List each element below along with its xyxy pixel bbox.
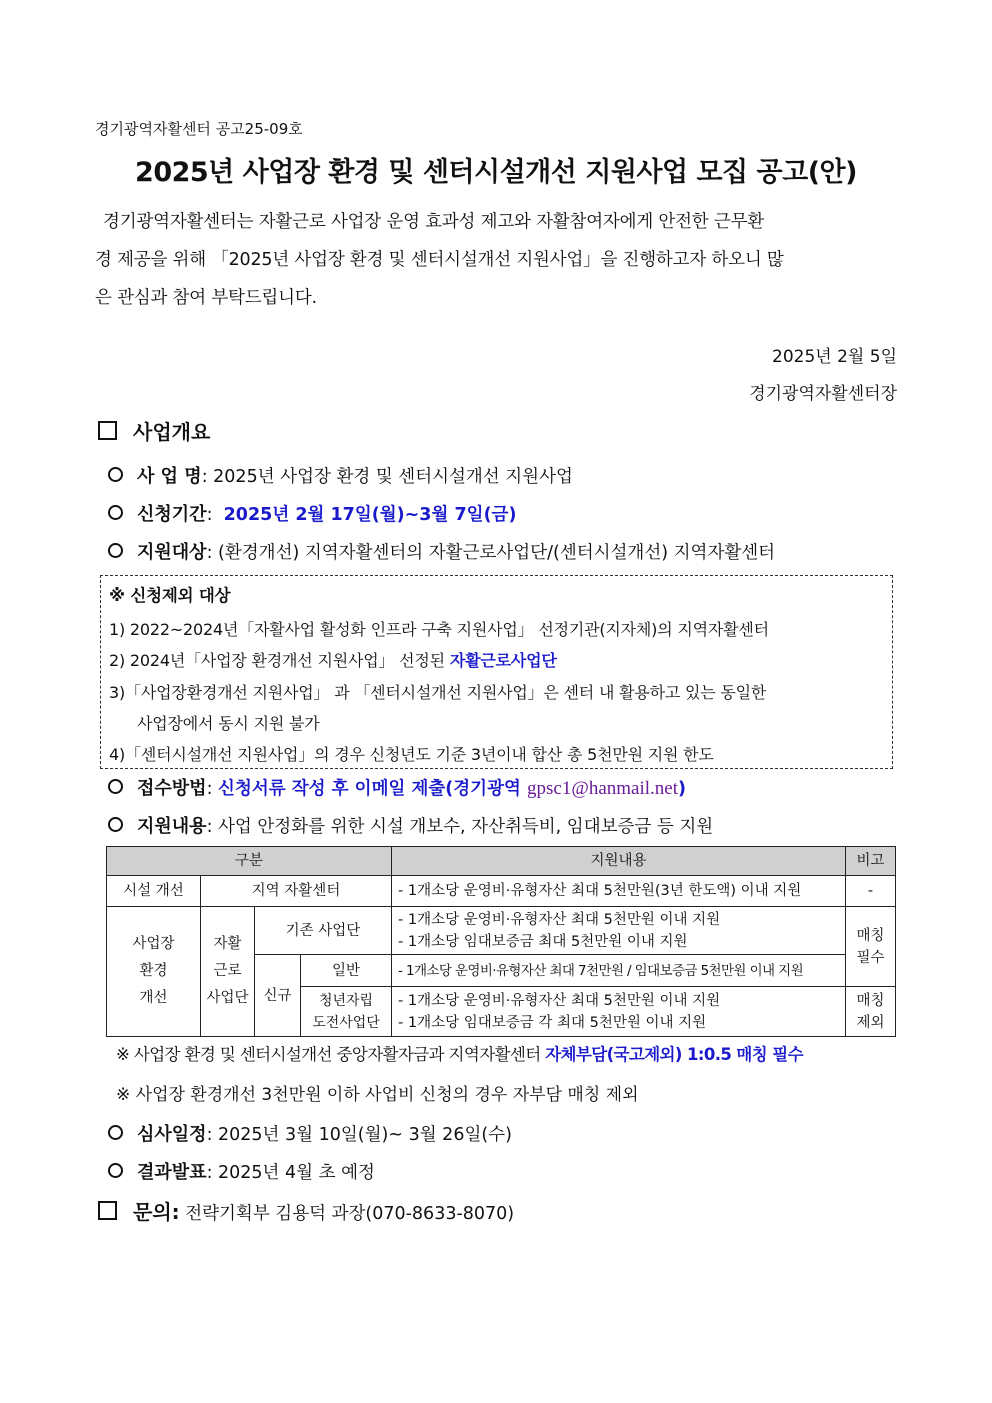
header-note: 비고 (846, 847, 896, 876)
item-value: : 사업 안정화를 위한 시설 개보수, 자산취득비, 임대보증금 등 지원 (206, 817, 714, 837)
item-colon: : (206, 505, 213, 525)
page-title: 2025년 사업장 환경 및 센터시설개선 지원사업 모집 공고(안) (135, 157, 857, 188)
submission-close: ) (678, 779, 686, 799)
item-label: 심사일정 (137, 1124, 207, 1145)
circle-bullet-icon (108, 543, 123, 558)
item-application-period (108, 500, 516, 526)
item-value: : 2025년 사업장 환경 및 센터시설개선 지원사업 (201, 467, 573, 487)
item-business-name (108, 462, 573, 488)
circle-bullet-icon (108, 779, 123, 794)
cell-content: - 1개소당 운영비·유형자산 최대 5천만원 이내 지원 - 1개소당 임대보증금 최대 5천만원 이내 지원 (392, 907, 846, 955)
header-category: 구분 (107, 847, 392, 876)
intro-paragraph (95, 203, 897, 317)
cell-note: 매칭 필수 (846, 907, 896, 987)
table-header-row (107, 847, 896, 876)
intro-line-3: 은 관심과 참여 부탁드립니다. (95, 288, 317, 308)
note-exemption: ※ 사업장 환경개선 3천만원 이하 사업비 신청의 경우 자부담 매칭 제외 (116, 1085, 639, 1105)
item-review (108, 1120, 512, 1146)
contact-value: 전략기획부 김용덕 과장(070-8633-8070) (179, 1204, 515, 1224)
item-label: 사 업 명 (137, 466, 202, 487)
item-result (108, 1158, 375, 1184)
exclusion-item-4: 4)「센터시설개선 지원사업」의 경우 신청년도 기준 3년이내 합산 총 5천만원 지원 한도 (109, 745, 714, 764)
table-row (107, 907, 896, 955)
item-target (108, 538, 775, 564)
submission-value: 신청서류 작성 후 이메일 제출(경기광역 (218, 779, 527, 799)
cell-content: - 1개소당 운영비·유형자산 최대 7천만원 / 임대보증금 5천만원 이내 지원 (392, 955, 846, 987)
intro-line-2: 경 제공을 위해 「2025년 사업장 환경 및 센터시설개선 지원사업」을 진행하고자 하오니 많 (95, 250, 784, 270)
item-label: 접수방법 (137, 778, 207, 799)
intro-line-1: 경기광역자활센터는 자활근로 사업장 운영 효과성 제고와 자활참여자에게 안전한 근무환 (103, 212, 764, 232)
circle-bullet-icon (108, 817, 123, 832)
notice-date: 2025년 2월 5일 (772, 347, 897, 367)
issuer: 경기광역자활센터장 (749, 384, 897, 404)
checkbox-square-icon (98, 421, 117, 440)
cell-self-support: 자활 근로 사업단 (201, 907, 255, 1037)
cell-youth: 청년자립 도전사업단 (301, 987, 392, 1037)
cell-note: 매칭 제외 (846, 987, 896, 1037)
exclusion-heading: ※ 신청제외 대상 (109, 586, 231, 605)
cell-facility: 시설 개선 (107, 876, 201, 907)
notice-number: 경기광역자활센터 공고25-09호 (95, 120, 303, 138)
item-value: : (환경개선) 지역자활센터의 자활근로사업단/(센터시설개선) 지역자활센터 (206, 543, 776, 563)
section-overview (98, 416, 210, 445)
cell-existing: 기존 사업단 (255, 907, 392, 955)
checkbox-square-icon (98, 1201, 117, 1220)
section-contact (98, 1196, 514, 1225)
item-label: 지원대상 (137, 542, 207, 563)
note-matching: ※ 사업장 환경 및 센터시설개선 중앙자활자금과 지역자활센터 자체부담(국고제외) 1:0.5 매칭 필수 (116, 1045, 803, 1064)
cell-content: - 1개소당 운영비·유형자산 최대 5천만원(3년 한도액) 이내 지원 (392, 876, 846, 907)
cell-content: - 1개소당 운영비·유형자산 최대 5천만원 이내 지원 - 1개소당 임대보증금 각 최대 5천만원 이내 지원 (392, 987, 846, 1037)
support-table (106, 846, 896, 1037)
exclusion-item-1: 1) 2022~2024년「자활사업 활성화 인프라 구축 지원사업」 선정기관(지자체)의 지역자활센터 (109, 620, 769, 639)
item-label: 신청기간 (137, 504, 207, 525)
period-value: 2025년 2월 17일(월)~3월 7일(금) (223, 505, 517, 525)
cell-general: 일반 (301, 955, 392, 987)
item-label: 지원내용 (137, 816, 207, 837)
exclusion-item-3: 3)「사업장환경개선 지원사업」 과 「센터시설개선 지원사업」은 센터 내 활용하고 있는 동일한 (109, 683, 767, 702)
cell-center: 지역 자활센터 (201, 876, 392, 907)
exclusion-item-2: 2) 2024년「사업장 환경개선 지원사업」 선정된 자활근로사업단 (109, 651, 557, 670)
section-heading: 사업개요 (133, 420, 211, 444)
email-link[interactable]: gpsc1@hanmail.net (527, 778, 678, 799)
item-submission (108, 774, 686, 800)
item-label: 결과발표 (137, 1162, 207, 1183)
exclusion-item-3-cont: 사업장에서 동시 지원 불가 (137, 714, 320, 733)
cell-new: 신규 (255, 955, 301, 1037)
item-value: : 2025년 4월 초 예정 (206, 1163, 375, 1183)
circle-bullet-icon (108, 505, 123, 520)
circle-bullet-icon (108, 1125, 123, 1140)
item-value: : 2025년 3월 10일(월)~ 3월 26일(수) (206, 1125, 512, 1145)
exclusion-box (100, 575, 893, 769)
table-row (107, 876, 896, 907)
item-support (108, 812, 713, 838)
header-content: 지원내용 (392, 847, 846, 876)
cell-note: - (846, 876, 896, 907)
circle-bullet-icon (108, 1163, 123, 1178)
contact-label: 문의: (133, 1200, 180, 1224)
item-colon: : (206, 779, 213, 799)
cell-workplace-env: 사업장 환경 개선 (107, 907, 201, 1037)
exclusion-highlight: 자활근로사업단 (449, 651, 557, 670)
circle-bullet-icon (108, 467, 123, 482)
matching-highlight: 자체부담(국고제외) 1:0.5 매칭 필수 (545, 1045, 803, 1064)
